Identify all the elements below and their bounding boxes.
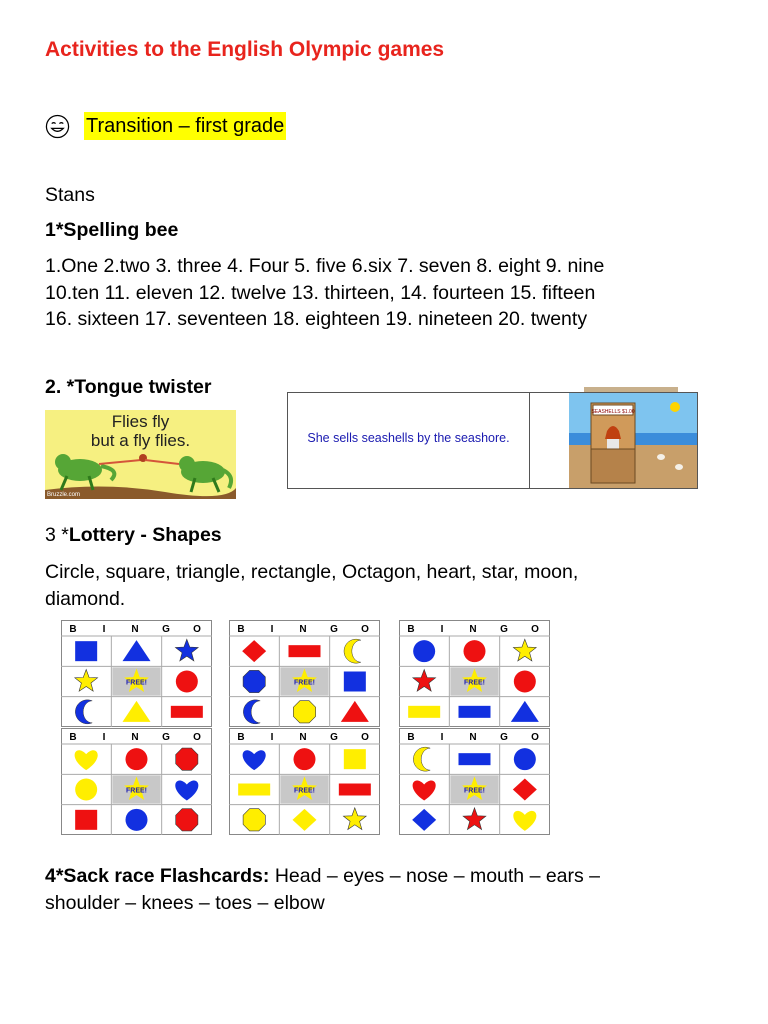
- blue-circle-icon: [514, 748, 536, 770]
- sack-race-section: [45, 863, 735, 916]
- bingo-letter: I: [440, 732, 444, 743]
- sack-race-line-1: [45, 863, 735, 890]
- bingo-letter: I: [102, 732, 106, 743]
- bingo-cell: [280, 775, 328, 803]
- bingo-cell: [280, 667, 328, 695]
- blue-square-icon: [75, 641, 97, 661]
- bingo-letter: G: [330, 732, 338, 743]
- bingo-cell: [112, 667, 160, 695]
- red-circle-icon: [126, 748, 148, 770]
- red-octagon-icon: [176, 748, 198, 770]
- bingo-letter: B: [407, 732, 415, 743]
- yellow-octagon-icon: [293, 701, 315, 723]
- flies-line-2: but a fly flies.: [90, 431, 191, 450]
- bingo-cell: [176, 671, 198, 693]
- red-circle-icon: [176, 671, 198, 693]
- bingo-cell: [339, 784, 371, 796]
- free-label: FREE!: [464, 679, 485, 687]
- number-line-1: 1.One 2.two 3. three 4. Four 5. five 6.six 7. seven 8. eight 9. nine: [45, 255, 605, 277]
- seashell-shack-cell: [569, 393, 698, 488]
- number-words: [45, 253, 735, 333]
- seashell-shack-illustration: [569, 393, 697, 488]
- bingo-letter: G: [162, 624, 170, 635]
- red-circle-icon: [294, 748, 316, 770]
- shapes-line-1: Circle, square, triangle, rectangle, Octagon, heart, star, moon,: [45, 561, 579, 583]
- bingo-cell: [514, 748, 536, 770]
- tongue-twister-cell: [287, 393, 530, 488]
- bingo-cell: [344, 749, 366, 769]
- shapes-list: [45, 559, 735, 612]
- bingo-cell: [450, 775, 498, 803]
- free-label: FREE!: [294, 679, 315, 687]
- red-rectangle-icon: [171, 706, 203, 718]
- spelling-bee-heading: 1*Spelling bee: [45, 219, 179, 241]
- bingo-cell: [75, 641, 97, 661]
- bingo-letter: B: [407, 624, 415, 635]
- bingo-letter: N: [469, 624, 477, 635]
- flashcards-list-1: Head – eyes – nose – mouth – ears –: [269, 865, 601, 887]
- bingo-letter: O: [361, 732, 369, 743]
- bingo-cell: [514, 671, 536, 693]
- shapes-line-2: diamond.: [45, 587, 126, 610]
- flies-line-1: Flies fly: [111, 412, 170, 431]
- subtitle-row: [45, 112, 286, 140]
- lottery-number: 3 *: [45, 524, 69, 546]
- bingo-cell: [243, 670, 265, 692]
- bingo-letter: G: [162, 732, 170, 743]
- bingo-letter: O: [361, 624, 369, 635]
- bingo-letter: B: [69, 732, 77, 743]
- bingo-letter: N: [299, 732, 307, 743]
- free-label: FREE!: [126, 679, 147, 687]
- lottery-heading: [45, 522, 222, 549]
- bingo-card: [399, 620, 550, 727]
- blue-rectangle-icon: [459, 753, 491, 765]
- bingo-card: [229, 620, 380, 727]
- bingo-cell: [344, 672, 366, 692]
- bingo-letter: I: [270, 624, 274, 635]
- blue-rectangle-icon: [459, 706, 491, 718]
- red-circle-icon: [464, 640, 486, 662]
- chameleons-illustration: [45, 410, 236, 499]
- bingo-cell: [289, 645, 321, 657]
- red-rectangle-icon: [339, 784, 371, 796]
- bingo-cell: [126, 809, 148, 831]
- blue-octagon-icon: [243, 670, 265, 692]
- red-rectangle-icon: [289, 645, 321, 657]
- bingo-cell: [75, 779, 97, 801]
- bingo-letter: I: [102, 624, 106, 635]
- subtitle-highlight: Transition – first grade: [84, 112, 286, 140]
- shack-sign: SEASHELLS $1.00: [591, 409, 635, 415]
- bingo-letter: B: [237, 624, 245, 635]
- bingo-card: [229, 728, 380, 835]
- bingo-cell: [408, 706, 440, 718]
- bingo-cell: [171, 706, 203, 718]
- tongue-twister-text: She sells seashells by the seashore.: [307, 431, 510, 445]
- bingo-cell: [75, 810, 97, 830]
- bingo-cell: [243, 809, 265, 831]
- flies-credit: Bruzzle.com: [47, 492, 81, 498]
- red-circle-icon: [514, 671, 536, 693]
- free-label: FREE!: [126, 787, 147, 795]
- lottery-title: Lottery - Shapes: [68, 524, 222, 546]
- smiley-icon: [45, 114, 70, 139]
- bingo-letter: N: [131, 624, 139, 635]
- bingo-card: [61, 728, 212, 835]
- bingo-letter: O: [531, 624, 539, 635]
- number-line-3: 16. sixteen 17. seventeen 18. eighteen 19. nineteen 20. twenty: [45, 308, 588, 330]
- tongue-twister-heading: 2. *Tongue twister: [45, 376, 212, 398]
- bingo-letter: I: [270, 732, 274, 743]
- bingo-letter: O: [531, 732, 539, 743]
- bingo-cell: [459, 706, 491, 718]
- bingo-letter: G: [500, 732, 508, 743]
- bingo-card: [61, 620, 212, 727]
- flashcards-list-2: shoulder – knees – toes – elbow: [45, 891, 325, 914]
- red-octagon-icon: [176, 809, 198, 831]
- bingo-cell: [176, 809, 198, 831]
- bingo-cell: [112, 775, 160, 803]
- bingo-cell: [176, 748, 198, 770]
- free-label: FREE!: [464, 787, 485, 795]
- free-label: FREE!: [294, 787, 315, 795]
- bingo-cell: [294, 748, 316, 770]
- bingo-cell: [459, 753, 491, 765]
- bingo-letter: N: [469, 732, 477, 743]
- page-title: Activities to the English Olympic games: [45, 38, 445, 61]
- bingo-letter: I: [440, 624, 444, 635]
- blue-square-icon: [344, 672, 366, 692]
- bingo-letter: N: [131, 732, 139, 743]
- bingo-cell: [450, 667, 498, 695]
- bingo-letter: B: [237, 732, 245, 743]
- sack-race-heading: 4*Sack race Flashcards:: [45, 865, 270, 887]
- bingo-letter: O: [193, 732, 201, 743]
- flies-fly-image: [45, 410, 236, 499]
- bingo-letter: O: [193, 624, 201, 635]
- bingo-letter: G: [500, 624, 508, 635]
- blue-circle-icon: [413, 640, 435, 662]
- yellow-rectangle-icon: [238, 784, 270, 796]
- bingo-cell: [413, 640, 435, 662]
- stans-label: Stans: [45, 184, 95, 206]
- bingo-cell: [293, 701, 315, 723]
- bingo-cell: [126, 748, 148, 770]
- bingo-card: [399, 728, 550, 835]
- bingo-letter: B: [69, 624, 77, 635]
- bingo-cell: [238, 784, 270, 796]
- bingo-cell: [464, 640, 486, 662]
- bingo-letter: N: [299, 624, 307, 635]
- number-line-2: 10.ten 11. eleven 12. twelve 13. thirteen, 14. fourteen 15. fifteen: [45, 281, 596, 304]
- yellow-octagon-icon: [243, 809, 265, 831]
- tongue-twister-table: [287, 392, 698, 489]
- yellow-circle-icon: [75, 779, 97, 801]
- bingo-letter: G: [330, 624, 338, 635]
- red-square-icon: [75, 810, 97, 830]
- blue-circle-icon: [126, 809, 148, 831]
- yellow-square-icon: [344, 749, 366, 769]
- yellow-rectangle-icon: [408, 706, 440, 718]
